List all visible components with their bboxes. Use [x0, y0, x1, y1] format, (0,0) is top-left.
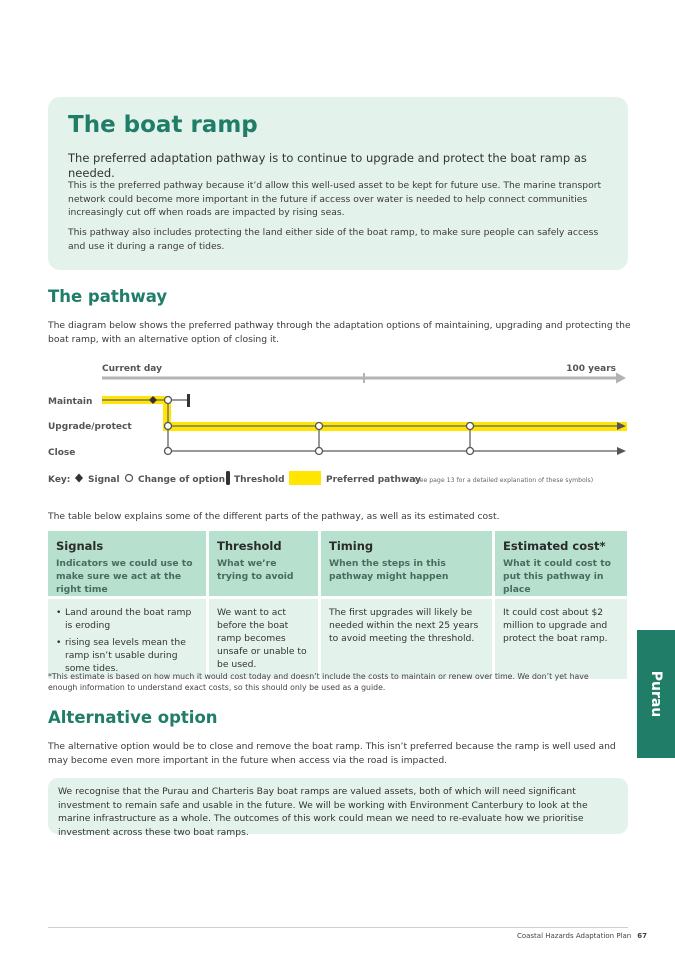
header-signals	[48, 531, 209, 596]
change-circle	[316, 423, 323, 430]
close-arrowhead	[617, 447, 626, 455]
pathway-diagram	[0, 355, 675, 495]
header-subtitle: Indicators we could use to make sure we act at the right time	[56, 558, 193, 595]
row-label-close: Close	[48, 448, 76, 458]
threshold-marker	[187, 394, 190, 407]
key-change-label: Change of option	[138, 475, 226, 485]
intro-lead: The preferred adaptation pathway is to continue to upgrade and protect the boat ramp as needed.	[68, 151, 587, 180]
header-title: Timing	[329, 539, 374, 553]
key-note: (see page 13 for a detailed explanation of these symbols)	[414, 477, 594, 484]
row-label-upgrade: Upgrade/protect	[48, 422, 132, 432]
footnote: *This estimate is based on how much it would cost today and doesn’t include the costs to maintain or renew over time. We don’t yet have enough information to understand exact costs, so this should only be used as a guide.	[48, 672, 589, 692]
footer-doc-title: Coastal Hazards Adaptation Plan	[516, 932, 632, 940]
signals-list	[56, 606, 198, 675]
header-title: Estimated cost*	[503, 539, 606, 553]
key-preferred-label: Preferred pathway	[326, 475, 421, 485]
pathway-heading: The pathway	[48, 287, 168, 306]
header-cost	[495, 531, 627, 596]
intro-paragraph-2: This pathway also includes protecting the land either side of the boat ramp, to make sure people can safely access and use it during a range of tides.	[68, 227, 599, 252]
change-circle	[316, 448, 323, 455]
footer-divider	[48, 927, 628, 928]
key-label: Key:	[48, 475, 71, 485]
header-subtitle: What we’re trying to avoid	[217, 558, 294, 582]
change-circle	[165, 448, 172, 455]
cell-cost: It could cost about $2 million to upgrade and protect the boat ramp.	[495, 596, 627, 679]
alternative-text: The alternative option would be to close and remove the boat ramp. This isn’t preferred because the ramp is well used and may become even more important in the future when access via the road is impacted.	[48, 741, 616, 766]
header-threshold	[209, 531, 321, 596]
page-footer	[517, 932, 647, 940]
side-tab-label: Purau	[648, 670, 664, 718]
table-row	[48, 596, 627, 679]
list-item: • Land around the boat ramp is eroding	[56, 606, 198, 632]
header-title: Signals	[56, 539, 104, 553]
cell-signals	[48, 596, 209, 679]
page-number: 67	[637, 932, 647, 940]
pathway-table	[48, 531, 627, 679]
change-circle	[467, 423, 474, 430]
key-change-icon	[126, 475, 133, 482]
header-subtitle: What it could cost to put this pathway in place	[503, 558, 611, 595]
key-threshold-icon	[226, 471, 230, 485]
header-title: Threshold	[217, 539, 282, 553]
change-circle	[165, 423, 172, 430]
pathway-description: The diagram below shows the preferred pathway through the adaptation options of maintaining, upgrading and protecting the boat ramp, with an alternative option of closing it.	[48, 320, 631, 345]
cell-threshold: We want to act before the boat ramp becomes unsafe or unable to be used.	[209, 596, 321, 679]
key-signal-icon	[75, 474, 83, 483]
section-side-tab	[637, 630, 675, 758]
change-circle	[165, 397, 172, 404]
timeline-arrowhead	[616, 373, 626, 384]
page-title: The boat ramp	[68, 112, 258, 138]
row-label-maintain: Maintain	[48, 397, 93, 407]
table-header-row	[48, 531, 627, 596]
timeline-end-label: 100 years	[566, 364, 616, 374]
header-timing	[321, 531, 495, 596]
change-circle	[467, 448, 474, 455]
key-preferred-swatch	[289, 471, 321, 485]
timeline-start-label: Current day	[102, 364, 162, 374]
key-threshold-label: Threshold	[234, 475, 285, 485]
alternative-heading: Alternative option	[48, 708, 218, 727]
list-item: • rising sea levels mean the ramp isn’t usable during some tides.	[56, 636, 198, 675]
intro-paragraph-1: This is the preferred pathway because it’d allow this well-used asset to be kept for future use. The marine transport network could become more important in the future if access over water is needed to help connect communities increasingly cut off when roads are impacted by rising seas.	[68, 180, 602, 218]
key-signal-label: Signal	[88, 475, 120, 485]
cell-timing: The first upgrades will likely be needed within the next 25 years to avoid meeting the threshold.	[321, 596, 495, 679]
table-intro: The table below explains some of the different parts of the pathway, as well as its estimated cost.	[48, 511, 500, 522]
header-subtitle: When the steps in this pathway might happen	[329, 558, 449, 582]
callout-box: We recognise that the Purau and Charteris Bay boat ramps are valued assets, both of which will need significant investment to remain safe and usable in the future. We will be working with Environment Canterbury to look at the marine infrastructure as a whole. The outcomes of this work could mean we need to re-evaluate how we prioritise investment across these two boat ramps.	[48, 778, 628, 834]
